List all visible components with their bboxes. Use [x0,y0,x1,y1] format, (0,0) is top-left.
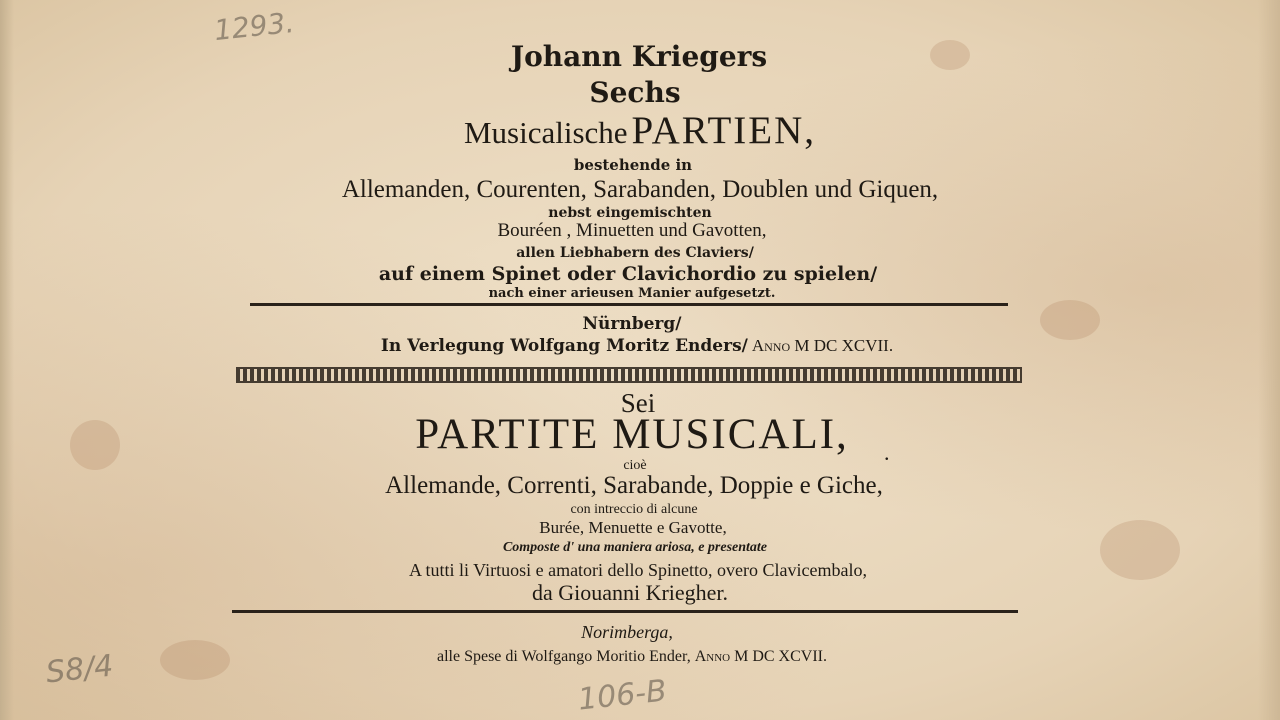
italian-sei: Sei [620,388,656,418]
german-number: Sechs [589,76,681,109]
german-title-musicalische: Musicalische [463,115,628,150]
german-bourees: Bouréen , Minuetten und Gavotten, [497,220,767,241]
german-publisher: In Verlegung Wolfgang Moritz Enders/ [380,336,748,356]
pencil-note-bottom-center: 106-B [576,673,669,718]
stray-mark: . [884,440,890,465]
italian-imprint [0,648,1272,666]
italian-publisher: alle Spese di Wolfgango Moritio Ender, [436,648,691,665]
german-imprint [0,336,1277,356]
german-spinet: auf einem Spinet oder Clavichordio zu spielen/ [378,263,878,285]
german-place: Nürnberg/ [582,314,682,334]
german-title-line [0,108,1280,153]
italian-virtuosi: A tutti li Virtuosi e amatori dello Spinetto, overo Clavicembalo, [408,560,867,580]
italian-cioe: cioè [623,458,647,473]
pencil-note-bottom-left: S8/4 [44,648,115,691]
italian-place: Norimberga, [581,622,673,642]
german-author: Johann Kriegers [510,40,768,73]
divider-rule [250,303,1008,306]
german-liebhabern: allen Liebhabern des Claviers/ [516,245,754,261]
german-nebst: nebst eingemischten [548,205,712,221]
german-dances: Allemanden, Courenten, Sarabanden, Doublen und Giquen, [341,176,939,203]
italian-title: PARTITE MUSICALI, [415,411,849,458]
german-title-partien: PARTIEN, [631,109,817,152]
divider-rule-lower [232,610,1018,613]
italian-buree: Burée, Menuette e Gavotte, [539,518,727,537]
italian-intreccio: con intreccio di alcune [570,502,698,517]
german-year: Anno M DC XCVII. [751,336,894,355]
italian-author: da Giouanni Kriegher. [531,580,729,605]
italian-year: Anno M DC XCVII. [694,648,827,665]
german-bestehende: bestehende in [573,156,693,174]
ornamental-border [236,367,1022,383]
italian-dances: Allemande, Correnti, Sarabande, Doppie e Giche, [385,472,883,499]
german-manier: nach einer arieusen Manier aufgesetzt. [488,286,776,301]
pencil-note-top-left: 1293. [212,5,296,48]
italian-composte: Composte d' una maniera ariosa, e presentate [502,540,768,555]
